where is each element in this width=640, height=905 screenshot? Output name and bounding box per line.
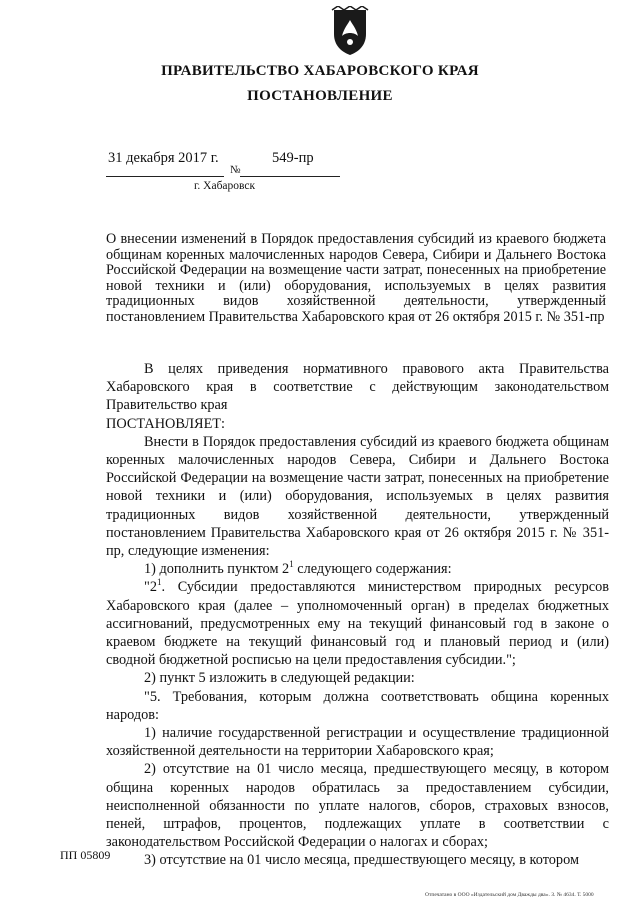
printer-note: Отпечатано в ООО «Издательский дом Дважды два». З. № 4634. Т. 5000 xyxy=(425,892,594,898)
government-title: ПРАВИТЕЛЬСТВО ХАБАРОВСКОГО КРАЯ xyxy=(161,63,479,79)
number-underline xyxy=(240,176,340,177)
item-2-paragraph: 2) пункт 5 изложить в следующей редакции: xyxy=(144,670,415,687)
document-title: О внесении изменений в Порядок предоставления субсидий из краевого бюджета общинам коренных малочисленных народов Севера, Сибири и Дальнего Востока Российской Федерации на возмещение части затрат, понесенных на приобретение новой техники и (или) оборудования, используемых в целях развития традиционных видов хозяйственной деятельности, утвержденный постановлением Правительства Хабаровского края от 26 октября 2015 г. № 351-пр xyxy=(106,231,606,325)
item-1-text: 1) дополнить пунктом 2 xyxy=(144,561,290,578)
document-code: ПП 05809 xyxy=(60,848,111,862)
document-body xyxy=(106,360,609,870)
number-sign: № xyxy=(230,164,241,176)
item-1-paragraph xyxy=(106,560,609,578)
requirement-3-paragraph: 3) отсутствие на 01 число месяца, предшествующего месяцу, в котором xyxy=(144,852,579,869)
document-type: ПОСТАНОВЛЕНИЕ xyxy=(247,88,393,104)
requirement-2-paragraph: 2) отсутствие на 01 число месяца, предшествующего месяцу, в котором община коренных народов обратилась за предоставлением субсидии, неисполненной обязанности по уплате налогов, сборов, страховых взносов, пеней, штрафов, процентов, подлежащих уплате в соответствии с законодательством Российской Федерации о налогах и сборах; xyxy=(106,761,609,851)
date-underline xyxy=(106,176,224,177)
document-city: г. Хабаровск xyxy=(194,180,256,192)
document-date: 31 декабря 2017 г. xyxy=(108,150,219,166)
item-1-text-end: следующего содержания: xyxy=(293,561,452,578)
clause-2-1-start: "2 xyxy=(144,579,157,596)
clause-5-paragraph: "5. Требования, которым должна соответствовать община коренных народов: xyxy=(106,688,609,723)
item-1-superscript: 1 xyxy=(289,559,294,570)
requirement-1-paragraph: 1) наличие государственной регистрации и осуществление традиционной хозяйственной деятельности на территории Хабаровского края; xyxy=(106,725,609,760)
document-number: 549-пр xyxy=(272,150,314,166)
preamble-paragraph: В целях приведения нормативного правового акта Правительства Хабаровского края в соответствие с действующим законодательством Правительство края xyxy=(106,361,609,414)
coat-of-arms-emblem xyxy=(330,6,370,56)
resolution-word: ПОСТАНОВЛЯЕТ: xyxy=(106,415,226,432)
clause-2-1-text: . Субсидии предоставляются министерством природных ресурсов Хабаровского края (далее – уполномоченный орган) в пределах бюджетных ассигнований, предусмотренных ему на текущий финансовый год в законе о краевом бюджете на текущий финансовый год и плановый период и (или) сводной бюджетной росписью на цели предоставления субсидии."; xyxy=(106,579,609,669)
amendment-intro-paragraph: Внести в Порядок предоставления субсидий из краевого бюджета общинам коренных малочисленных народов Севера, Сибири и Дальнего Востока Российской Федерации на возмещение части затрат, понесенных на приобретение новой техники и (или) оборудования, используемых в целях развития традиционных видов хозяйственной деятельности, утвержденный постановлением Правительства Хабаровского края от 26 октября 2015 г. № 351-пр, следующие изменения: xyxy=(106,433,609,560)
clause-2-1-paragraph xyxy=(106,578,609,669)
clause-2-1-superscript: 1 xyxy=(157,577,162,588)
